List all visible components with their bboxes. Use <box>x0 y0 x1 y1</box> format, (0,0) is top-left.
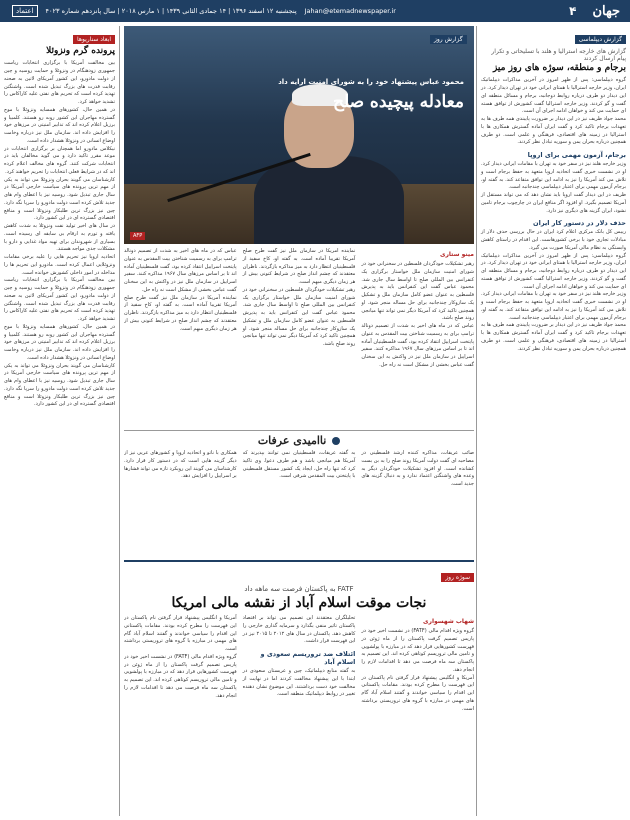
main-body-1-b: رهبر تشکیلات خودگردان فلسطین در سخنرانی خود در شورای امنیت سازمان ملل خواستار برگزاری یک کنفرانس بین المللی صلح تا اواسط سال جاری شد. محمود عباس گفت این کنفرانس باید به پذیرش فلسطین به عنوان عضو کامل سازمان ملل و تشکیل یک سازوکار چندجانبه برای حل مساله منجر شود. او همچنین تاکید کرد که آمریکا دیگر نمی تواند تنها میانجی روند صلح باشد. <box>242 286 356 347</box>
main-author: مینو ستاری <box>439 251 474 258</box>
header-meta <box>0 5 396 17</box>
photo-credit-badge: AFP <box>130 232 145 240</box>
right-column-tag: گزارش دیپلماسی <box>575 35 626 44</box>
right-body-1-repeat: گروه دیپلماسی: پس از ظهر امروز در آخرین مذاکرات دیپلماتیک ایران، وزیر خارجه استرالیا با همتای ایرانی خود در تهران دیدار کرد. در این دیدار دو طرف درباره روابط دوجانبه، برجام و مسائل منطقه ای گفت و گو کردند. وزیر خارجه استرالیا گفت کشورش از توافق هسته ای حمایت می کند و خواهان ادامه اجرای آن است. <box>481 252 626 290</box>
right-headline-2[interactable]: برجام، آزمون مهمی برای اروپا <box>527 151 626 159</box>
newspaper-logo-icon: اعتماد <box>12 5 38 17</box>
left-column-tag: ابعاد سناریوها <box>73 35 115 44</box>
fatf-story <box>124 560 474 816</box>
left-body-6: اتحادیه اروپا نیز تحریم هایی را علیه برخی مقامات ونزوئلایی اعمال کرده است. مادورو این تحریم ها را مداخله در امور داخلی کشورش خوانده است. <box>4 254 115 276</box>
main-story-tag: گزارش روز <box>430 35 467 44</box>
fatf-title[interactable]: نجات موقت اسلام آباد از نقشه مالی امریکا <box>171 595 427 611</box>
right-body-3: وزیر خارجه هلند نیز در سفر خود به تهران با مقامات ایرانی دیدار کرد. او در نشست خبری گفت اتحادیه اروپا متعهد به حفظ برجام است و تلاش می کند آمریکا را نیز به ادامه این توافق متقاعد کند. به گفته او، برجام آزمون مهمی برای اعتبار دیپلماسی چندجانبه است. <box>481 161 626 191</box>
left-body-2-repeat: در همین حال، کشورهای همسایه ونزوئلا با موج گسترده مهاجران این کشور روبه رو هستند. کلمبیا و برزیل اعلام کرده اند که تدابیر امنیتی در مرزهای خود را افزایش داده اند. سازمان ملل نیز درباره وخامت اوضاع انسانی در ونزوئلا هشدار داده است. <box>4 323 115 361</box>
secondary-story <box>124 430 474 556</box>
main-col-1 <box>361 248 474 428</box>
left-body-1: بین مخالفت آمریکا با برگزاری انتخابات ریاست جمهوری زودهنگام در ونزوئلا و حمایت روسیه و چین از دولت مادورو، این کشور آمریکای لاتین به صحنه رقابت قدرت های بزرگ تبدیل شده است. واشنگتن تهدید کرده است که تحریم های نفتی علیه کاراکاس را تشدید خواهد کرد. <box>4 60 115 105</box>
fatf-body-2: آمریکا و انگلیس پیشنهاد قرار گرفتن نام پاکستان در این فهرست را مطرح کرده بودند. مقامات پاکستانی این اقدام را سیاسی خواندند و گفتند اسلام آباد گام های مهمی در مبارزه با گروه های تروریستی برداشته است. <box>361 674 474 712</box>
left-body-1-repeat: بین مخالفت آمریکا با برگزاری انتخابات ریاست جمهوری زودهنگام در ونزوئلا و حمایت روسیه و چین از دولت مادورو، این کشور آمریکای لاتین به صحنه رقابت قدرت های بزرگ تبدیل شده است. واشنگتن تهدید کرده است که تحریم های نفتی علیه کاراکاس را تشدید خواهد کرد. <box>4 277 115 322</box>
left-body-5: در سال های اخیر تولید نفت ونزوئلا به شدت کاهش یافته و تورم به ارقام بی سابقه ای رسیده است. بسیاری از شهروندان برای تهیه مواد غذایی و دارو با مشکلات جدی مواجه هستند. <box>4 223 115 253</box>
right-body-2: محمد جواد ظریف نیز در این دیدار بر ضرورت پایبندی همه طرف ها به تعهدات برجام تاکید کرد و گفت ایران آماده گسترش همکاری ها با استرالیا در زمینه های اقتصادی، فرهنگی و علمی است. دو طرف همچنین درباره بحران یمن و سوریه تبادل نظر کردند. <box>481 116 626 146</box>
main-title[interactable]: معادله پیچیده صلح <box>332 92 464 112</box>
right-body-5: رییس کل بانک مرکزی اعلام کرد ایران در حال بررسی حذف دلار از مبادلات تجاری خود با برخی کشورهاست. این اقدام در راستای کاهش وابستگی به نظام مالی آمریکا صورت می گیرد. <box>481 229 626 251</box>
secondary-title-wrap <box>124 434 474 447</box>
main-col-3 <box>124 248 237 428</box>
speaker-body <box>254 156 404 244</box>
fatf-body-1: گروه ویژه اقدام مالی (FATF) در نشست اخیر خود در پاریس تصمیم گرفت پاکستان را از ماه ژوئن در فهرست کشورهایی قرار دهد که در مبارزه با پولشویی و تامین مالی تروریسم کوتاهی کرده اند. این تصمیم به پاکستان سه ماه فرصت می دهد تا اقدامات لازم را انجام دهد. <box>361 628 474 673</box>
main-body-2: عباس که در ماه های اخیر به شدت از تصمیم دونالد ترامپ برای به رسمیت شناختن بیت المقدس به عنوان پایتخت اسراییل انتقاد کرده بود، گفت فلسطینیان آماده اند تا بر اساس مرزهای سال ۱۹۶۷ مذاکره کنند. سفیر اسراییل در سازمان ملل نیز در واکنش به این سخنان گفت عباس بخشی از مشکل است نه راه حل. <box>361 323 474 368</box>
page-number: ۴ <box>569 4 577 18</box>
left-body-2: در همین حال، کشورهای همسایه ونزوئلا با موج گسترده مهاجران این کشور روبه رو هستند. کلمبیا و برزیل اعلام کرده اند که تدابیر امنیتی در مرزهای خود را افزایش داده اند. سازمان ملل نیز درباره وخامت اوضاع انسانی در ونزوئلا هشدار داده است. <box>4 106 115 144</box>
secondary-body-1: صائب عریقات، مذاکره کننده ارشد فلسطینی در مصاحبه ای گفت دولت آمریکا روند صلح را به بن بست کشانده است. او افزود تشکیلات خودگردان دیگر به وعده های واشنگتن اعتماد ندارد و به دنبال گزینه های جدید است. <box>361 450 474 487</box>
fatf-pretitle: FATF به پاکستان فرصت سه ماهه داد <box>244 585 354 593</box>
fatf-subhead: ائتلاف ضد تروریسم سعودی و اسلام آباد <box>260 650 356 666</box>
secondary-title[interactable]: ناامیدی عرفات <box>257 434 327 447</box>
right-column-intro: گزارش های خارجه استرالیا و هلند با تسلیحاتی و تکرار پیام ارسال کردند <box>491 48 626 62</box>
main-story-tag-wrap <box>430 26 467 45</box>
email-link[interactable]: Jahan@etemadnewspaper.ir <box>304 7 396 15</box>
right-headline-1[interactable]: برجام و منطقه، سوژه های روز میز <box>492 63 626 73</box>
fatf-body-2-b: آمریکا و انگلیس پیشنهاد قرار گرفتن نام پاکستان در این فهرست را مطرح کرده بودند. مقامات پاکستانی این اقدام را سیاسی خواندند و گفتند اسلام آباد گام های مهمی در مبارزه با گروه های تروریستی برداشته است. <box>124 615 237 652</box>
date-line: پنجشنبه ۱۲ اسفند ۱۳۹۶ | ۱۴ جمادی الثانی ۱۴۳۹ | ۱ مارس ۲۰۱۸ | سال پانزدهم شماره ۴۰۲۳ <box>45 7 297 15</box>
page-header <box>0 0 630 22</box>
secondary-body-2: به گفته عریقات، فلسطینیان نمی توانند بپذیرند که آمریکا هم میانجی باشد و هم طرف دعوا. وی تاکید کرد که تنها راه حل، ایجاد یک کشور مستقل فلسطینی با پایتختی بیت المقدس شرقی است. <box>242 450 356 480</box>
right-headline-3[interactable]: حذف دلار در دستور کار ایران <box>533 219 626 228</box>
fatf-body-4: به گفته منابع دیپلماتیک، چین و عربستان سعودی در ابتدا با این پیشنهاد مخالفت کردند اما در نهایت از مخالفت خود دست برداشتند. این موضوع نشان دهنده تغییر در روابط دیپلماتیک منطقه است. <box>242 668 356 698</box>
right-body-1: گروه دیپلماسی: پس از ظهر امروز در آخرین مذاکرات دیپلماتیک ایران، وزیر خارجه استرالیا با همتای ایرانی خود در تهران دیدار کرد. در این دیدار دو طرف درباره روابط دوجانبه، برجام و مسائل منطقه ای گفت و گو کردند. وزیر خارجه استرالیا گفت کشورش از توافق هسته ای حمایت می کند و خواهان ادامه اجرای آن است. <box>481 77 626 115</box>
right-body-4: ظریف در این دیدار گفت اروپا باید نشان دهد که می تواند مستقل از آمریکا تصمیم بگیرد. او افزود اگر منافع ایران در چارچوب برجام تامین نشود، ایران گزینه های دیگری نیز دارد. <box>481 192 626 214</box>
main-body-3: نماینده آمریکا در سازمان ملل نیز گفت طرح صلح آمریکا تقریبا آماده است. به گفته او، کاخ سفید از فلسطینیان انتظار دارد به میز مذاکره بازگردند. ناظران معتقدند که چشم انداز صلح در شرایط کنونی بیش از هر زمان دیگری مبهم است. <box>242 248 356 285</box>
left-body-4-repeat: کارشناسان می گویند بحران ونزوئلا می تواند به یکی از مهم ترین پرونده های سیاست خارجی آمریکا در سال جاری تبدیل شود. روسیه نیز با اعطای وام های جدید تلاش کرده است دولت مادورو را سرپا نگه دارد. چین نیز بزرگ ترین طلبکار ونزوئلا است و منافع اقتصادی گسترده ای در این کشور دارد. <box>4 362 115 408</box>
left-body-3: نیکلاس مادورو اما همچنان بر برگزاری انتخابات در موعد مقرر تاکید دارد و می گوید مخالفان باید در انتخابات شرکت کنند. گروه های مخالف اعلام کرده اند که در شرایط فعلی انتخابات را تحریم خواهند کرد. <box>4 145 115 175</box>
left-column <box>4 26 120 816</box>
main-body-2-b: عباس که در ماه های اخیر به شدت از تصمیم دونالد ترامپ برای به رسمیت شناختن بیت المقدس به عنوان پایتخت اسراییل انتقاد کرده بود، گفت فلسطینیان آماده اند تا بر اساس مرزهای سال ۱۹۶۷ مذاکره کنند. سفیر اسراییل در سازمان ملل نیز در واکنش به این سخنان گفت عباس بخشی از مشکل است نه راه حل. <box>124 248 237 293</box>
left-headline[interactable]: پرونده گرم ونزوئلا <box>46 46 115 56</box>
main-story-body <box>124 248 474 428</box>
fatf-body-1-b: گروه ویژه اقدام مالی (FATF) در نشست اخیر خود در پاریس تصمیم گرفت پاکستان را از ماه ژوئن در فهرست کشورهایی قرار دهد که در مبارزه با پولشویی و تامین مالی تروریسم کوتاهی کرده اند. این تصمیم به پاکستان سه ماه فرصت می دهد تا اقدامات لازم را انجام دهد. <box>124 653 237 699</box>
fatf-tag: سوژه روز <box>441 573 474 582</box>
main-body-1: رهبر تشکیلات خودگردان فلسطین در سخنرانی خود در شورای امنیت سازمان ملل خواستار برگزاری یک کنفرانس بین المللی صلح تا اواسط سال جاری شد. محمود عباس گفت این کنفرانس باید به پذیرش فلسطین به عنوان عضو کامل سازمان ملل و تشکیل یک سازوکار چندجانبه برای حل مساله منجر شود. او همچنین تاکید کرد که آمریکا دیگر نمی تواند تنها میانجی روند صلح باشد. <box>361 261 474 322</box>
left-body-4: کارشناسان می گویند بحران ونزوئلا می تواند به یکی از مهم ترین پرونده های سیاست خارجی آمریکا در سال جاری تبدیل شود. روسیه نیز با اعطای وام های جدید تلاش کرده است دولت مادورو را سرپا نگه دارد. چین نیز بزرگ ترین طلبکار ونزوئلا است و منافع اقتصادی گسترده ای در این کشور دارد. <box>4 176 115 222</box>
story-bullet-icon <box>332 437 340 445</box>
section-title: جهان <box>592 3 620 19</box>
right-body-3-repeat: وزیر خارجه هلند نیز در سفر خود به تهران با مقامات ایرانی دیدار کرد. او در نشست خبری گفت اتحادیه اروپا متعهد به حفظ برجام است و تلاش می کند آمریکا را نیز به ادامه این توافق متقاعد کند. به گفته او، برجام آزمون مهمی برای اعتبار دیپلماسی چندجانبه است. <box>481 291 626 321</box>
main-body-3-b: نماینده آمریکا در سازمان ملل نیز گفت طرح صلح آمریکا تقریبا آماده است. به گفته او، کاخ سفید از فلسطینیان انتظار دارد به میز مذاکره بازگردند. ناظران معتقدند که چشم انداز صلح در شرایط کنونی بیش از هر زمان دیگری مبهم است. <box>124 294 237 332</box>
main-col-2 <box>243 248 356 428</box>
right-column <box>476 26 626 816</box>
fatf-body-3: تحلیلگران معتقدند این تصمیم می تواند بر اقتصاد پاکستان تاثیر منفی بگذارد و سرمایه گذاری خارجی را کاهش دهد. پاکستان در سال های ۲۰۱۲ تا ۲۰۱۵ نیز در این فهرست قرار داشت. <box>242 615 356 645</box>
secondary-body-3: همکاری با ناتو و اتحادیه اروپا و کشورهای عربی نیز از دیگر گزینه هایی است که در دستور کار قرار دارد. کارشناسان می گویند این رویکرد تازه می تواند فشارها بر اسراییل را افزایش دهد. <box>124 450 237 480</box>
main-kicker: محمود عباس پیشنهاد خود را به شورای امنیت ارایه داد <box>278 78 464 86</box>
right-body-2-repeat: محمد جواد ظریف نیز در این دیدار بر ضرورت پایبندی همه طرف ها به تعهدات برجام تاکید کرد و گفت ایران آماده گسترش همکاری ها با استرالیا در زمینه های اقتصادی، فرهنگی و علمی است. دو طرف همچنین درباره بحران یمن و سوریه تبادل نظر کردند. <box>481 322 626 352</box>
main-photo[interactable] <box>124 26 474 244</box>
fatf-author: شهاب شهسواری <box>423 618 474 625</box>
